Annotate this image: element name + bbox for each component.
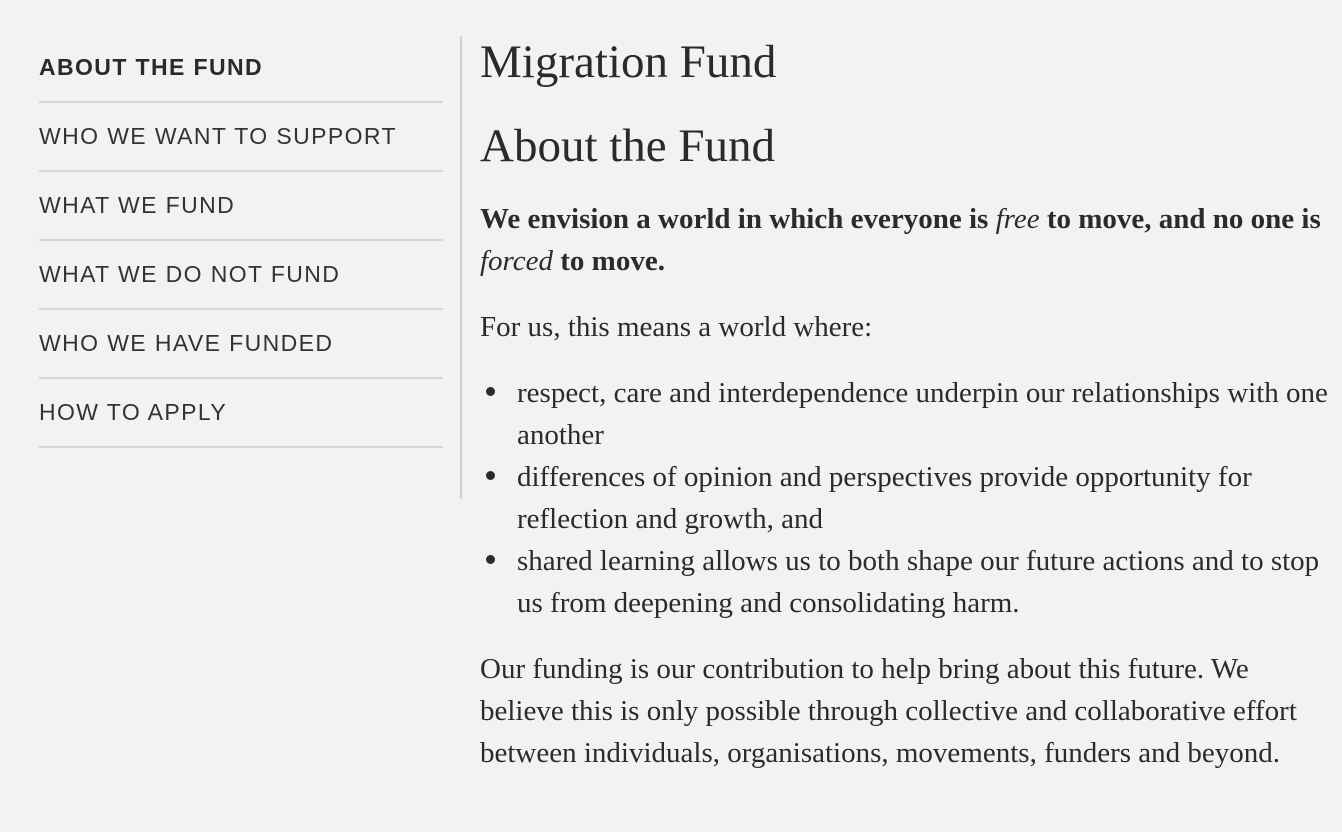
vision-emphasis-free: free — [995, 203, 1040, 235]
sidebar-item-who-we-have-funded[interactable]: WHO WE HAVE FUNDED — [39, 310, 443, 379]
bullet-icon — [486, 471, 495, 480]
vision-list — [480, 372, 1330, 624]
sidebar-item-who-we-want-to-support[interactable]: WHO WE WANT TO SUPPORT — [39, 103, 443, 172]
vertical-divider — [460, 36, 462, 499]
intro-paragraph: For us, this means a world where: — [480, 311, 873, 343]
page-title: Migration Fund — [480, 36, 777, 88]
bullet-icon — [486, 555, 495, 564]
sidebar-item-what-we-do-not-fund[interactable]: WHAT WE DO NOT FUND — [39, 241, 443, 310]
sidebar-item-what-we-fund[interactable]: WHAT WE FUND — [39, 172, 443, 241]
list-item — [517, 456, 1330, 540]
list-item-text: respect, care and interdependence underpin our relationships with one another — [517, 377, 1328, 451]
vision-text-1: We envision a world in which everyone is — [480, 203, 996, 235]
closing-paragraph: Our funding is our contribution to help bring about this future. We believe this is only possible through collective and collaborative effort between individuals, organisations, movements, funders and beyond. — [480, 653, 1297, 769]
sidebar-item-how-to-apply[interactable]: HOW TO APPLY — [39, 379, 443, 448]
main-content — [480, 30, 1330, 774]
sidebar-nav — [39, 34, 443, 448]
list-item-text: differences of opinion and perspectives provide opportunity for reflection and growth, and — [517, 461, 1252, 535]
section-heading: About the Fund — [480, 120, 776, 172]
list-item-text: shared learning allows us to both shape our future actions and to stop us from deepening and consolidating harm. — [517, 545, 1320, 619]
vision-text-2: to move, and no one is — [1039, 203, 1321, 235]
vision-statement — [480, 198, 1330, 282]
vision-emphasis-forced: forced — [480, 245, 554, 277]
list-item — [517, 540, 1330, 624]
bullet-icon — [486, 387, 495, 396]
sidebar-item-about-the-fund[interactable]: ABOUT THE FUND — [39, 34, 443, 103]
list-item — [517, 372, 1330, 456]
vision-text-3: to move. — [553, 245, 665, 277]
